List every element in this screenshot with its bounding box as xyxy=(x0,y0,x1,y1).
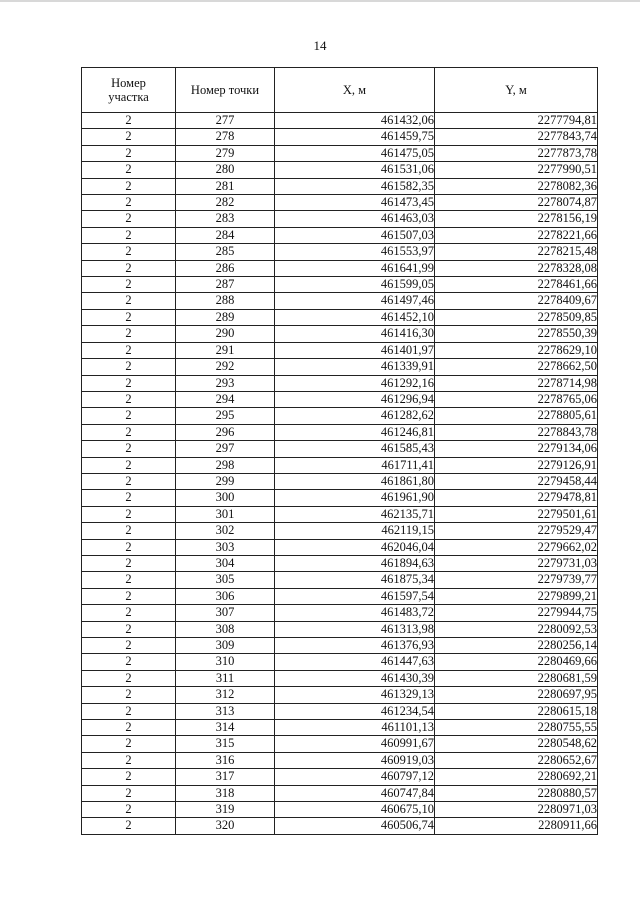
table-row xyxy=(82,769,598,785)
table-row xyxy=(82,736,598,752)
cell-y-coordinate: 2278662,50 xyxy=(435,359,598,375)
cell-point-number: 313 xyxy=(176,703,275,719)
cell-section-number: 2 xyxy=(82,769,176,785)
table-row xyxy=(82,539,598,555)
cell-y-coordinate: 2277990,51 xyxy=(435,162,598,178)
table-row xyxy=(82,638,598,654)
cell-point-number: 298 xyxy=(176,457,275,473)
table-row xyxy=(82,408,598,424)
cell-x-coordinate: 461483,72 xyxy=(275,605,435,621)
cell-y-coordinate: 2278843,78 xyxy=(435,424,598,440)
cell-x-coordinate: 461452,10 xyxy=(275,309,435,325)
table-row xyxy=(82,326,598,342)
cell-x-coordinate: 461292,16 xyxy=(275,375,435,391)
table-row xyxy=(82,260,598,276)
cell-section-number: 2 xyxy=(82,703,176,719)
cell-section-number: 2 xyxy=(82,720,176,736)
table-row xyxy=(82,113,598,129)
cell-y-coordinate: 2280971,03 xyxy=(435,802,598,818)
cell-x-coordinate: 461497,46 xyxy=(275,293,435,309)
cell-y-coordinate: 2277873,78 xyxy=(435,145,598,161)
table-row xyxy=(82,162,598,178)
cell-y-coordinate: 2280911,66 xyxy=(435,818,598,834)
cell-section-number: 2 xyxy=(82,227,176,243)
cell-y-coordinate: 2278550,39 xyxy=(435,326,598,342)
cell-point-number: 314 xyxy=(176,720,275,736)
cell-y-coordinate: 2279134,06 xyxy=(435,441,598,457)
cell-section-number: 2 xyxy=(82,375,176,391)
cell-point-number: 308 xyxy=(176,621,275,637)
cell-section-number: 2 xyxy=(82,293,176,309)
cell-y-coordinate: 2277843,74 xyxy=(435,129,598,145)
cell-section-number: 2 xyxy=(82,506,176,522)
cell-section-number: 2 xyxy=(82,244,176,260)
cell-section-number: 2 xyxy=(82,162,176,178)
cell-x-coordinate: 461599,05 xyxy=(275,277,435,293)
cell-section-number: 2 xyxy=(82,605,176,621)
cell-y-coordinate: 2280697,95 xyxy=(435,687,598,703)
cell-point-number: 315 xyxy=(176,736,275,752)
cell-point-number: 305 xyxy=(176,572,275,588)
cell-y-coordinate: 2278714,98 xyxy=(435,375,598,391)
cell-x-coordinate: 461430,39 xyxy=(275,670,435,686)
cell-point-number: 285 xyxy=(176,244,275,260)
table-row xyxy=(82,441,598,457)
table-row xyxy=(82,802,598,818)
cell-x-coordinate: 460506,74 xyxy=(275,818,435,834)
cell-point-number: 299 xyxy=(176,473,275,489)
cell-x-coordinate: 461531,06 xyxy=(275,162,435,178)
cell-point-number: 301 xyxy=(176,506,275,522)
table-row xyxy=(82,621,598,637)
cell-point-number: 291 xyxy=(176,342,275,358)
cell-x-coordinate: 461582,35 xyxy=(275,178,435,194)
cell-y-coordinate: 2279501,61 xyxy=(435,506,598,522)
cell-y-coordinate: 2278805,61 xyxy=(435,408,598,424)
cell-point-number: 316 xyxy=(176,752,275,768)
cell-point-number: 293 xyxy=(176,375,275,391)
table-row xyxy=(82,244,598,260)
cell-point-number: 283 xyxy=(176,211,275,227)
cell-y-coordinate: 2279458,44 xyxy=(435,473,598,489)
cell-point-number: 312 xyxy=(176,687,275,703)
cell-section-number: 2 xyxy=(82,539,176,555)
cell-section-number: 2 xyxy=(82,523,176,539)
cell-point-number: 284 xyxy=(176,227,275,243)
cell-section-number: 2 xyxy=(82,178,176,194)
table-row xyxy=(82,211,598,227)
cell-section-number: 2 xyxy=(82,785,176,801)
table-row xyxy=(82,720,598,736)
table-row xyxy=(82,473,598,489)
scan-edge xyxy=(0,0,640,2)
cell-x-coordinate: 461101,13 xyxy=(275,720,435,736)
table-row xyxy=(82,506,598,522)
table-body xyxy=(82,113,598,835)
cell-section-number: 2 xyxy=(82,621,176,637)
table-row xyxy=(82,457,598,473)
table-row xyxy=(82,572,598,588)
table-row xyxy=(82,424,598,440)
cell-section-number: 2 xyxy=(82,588,176,604)
cell-point-number: 282 xyxy=(176,195,275,211)
cell-section-number: 2 xyxy=(82,113,176,129)
cell-x-coordinate: 461459,75 xyxy=(275,129,435,145)
cell-y-coordinate: 2280681,59 xyxy=(435,670,598,686)
cell-section-number: 2 xyxy=(82,277,176,293)
cell-point-number: 292 xyxy=(176,359,275,375)
table-row xyxy=(82,309,598,325)
cell-point-number: 317 xyxy=(176,769,275,785)
cell-section-number: 2 xyxy=(82,129,176,145)
cell-x-coordinate: 461234,54 xyxy=(275,703,435,719)
cell-point-number: 280 xyxy=(176,162,275,178)
table-row xyxy=(82,145,598,161)
cell-x-coordinate: 461711,41 xyxy=(275,457,435,473)
cell-section-number: 2 xyxy=(82,195,176,211)
cell-section-number: 2 xyxy=(82,326,176,342)
table-row xyxy=(82,342,598,358)
table-row xyxy=(82,588,598,604)
cell-point-number: 288 xyxy=(176,293,275,309)
cell-point-number: 300 xyxy=(176,490,275,506)
table-row xyxy=(82,129,598,145)
cell-x-coordinate: 461553,97 xyxy=(275,244,435,260)
cell-x-coordinate: 461875,34 xyxy=(275,572,435,588)
cell-section-number: 2 xyxy=(82,391,176,407)
table-row xyxy=(82,391,598,407)
cell-x-coordinate: 461861,80 xyxy=(275,473,435,489)
cell-section-number: 2 xyxy=(82,572,176,588)
cell-x-coordinate: 462135,71 xyxy=(275,506,435,522)
cell-section-number: 2 xyxy=(82,802,176,818)
cell-y-coordinate: 2278409,67 xyxy=(435,293,598,309)
cell-point-number: 318 xyxy=(176,785,275,801)
cell-y-coordinate: 2278461,66 xyxy=(435,277,598,293)
table-row xyxy=(82,227,598,243)
cell-y-coordinate: 2280755,55 xyxy=(435,720,598,736)
cell-y-coordinate: 2280652,67 xyxy=(435,752,598,768)
cell-y-coordinate: 2278509,85 xyxy=(435,309,598,325)
cell-section-number: 2 xyxy=(82,555,176,571)
cell-section-number: 2 xyxy=(82,736,176,752)
cell-section-number: 2 xyxy=(82,457,176,473)
cell-section-number: 2 xyxy=(82,211,176,227)
cell-point-number: 286 xyxy=(176,260,275,276)
cell-section-number: 2 xyxy=(82,687,176,703)
table-row xyxy=(82,670,598,686)
table-row xyxy=(82,178,598,194)
cell-x-coordinate: 461296,94 xyxy=(275,391,435,407)
cell-section-number: 2 xyxy=(82,408,176,424)
cell-y-coordinate: 2279478,81 xyxy=(435,490,598,506)
cell-x-coordinate: 461894,63 xyxy=(275,555,435,571)
cell-point-number: 297 xyxy=(176,441,275,457)
cell-x-coordinate: 461961,90 xyxy=(275,490,435,506)
cell-x-coordinate: 461376,93 xyxy=(275,638,435,654)
cell-point-number: 303 xyxy=(176,539,275,555)
cell-y-coordinate: 2278215,48 xyxy=(435,244,598,260)
cell-section-number: 2 xyxy=(82,424,176,440)
cell-y-coordinate: 2278074,87 xyxy=(435,195,598,211)
cell-x-coordinate: 460747,84 xyxy=(275,785,435,801)
table-row xyxy=(82,523,598,539)
cell-point-number: 279 xyxy=(176,145,275,161)
cell-point-number: 306 xyxy=(176,588,275,604)
cell-x-coordinate: 461339,91 xyxy=(275,359,435,375)
cell-y-coordinate: 2279662,02 xyxy=(435,539,598,555)
cell-y-coordinate: 2280615,18 xyxy=(435,703,598,719)
cell-y-coordinate: 2279944,75 xyxy=(435,605,598,621)
cell-x-coordinate: 461313,98 xyxy=(275,621,435,637)
table-row xyxy=(82,752,598,768)
table-row xyxy=(82,375,598,391)
cell-x-coordinate: 461473,45 xyxy=(275,195,435,211)
cell-x-coordinate: 460675,10 xyxy=(275,802,435,818)
cell-y-coordinate: 2278328,08 xyxy=(435,260,598,276)
cell-point-number: 289 xyxy=(176,309,275,325)
cell-y-coordinate: 2278221,66 xyxy=(435,227,598,243)
cell-x-coordinate: 462046,04 xyxy=(275,539,435,555)
cell-y-coordinate: 2280256,14 xyxy=(435,638,598,654)
table-row xyxy=(82,654,598,670)
cell-y-coordinate: 2280092,53 xyxy=(435,621,598,637)
cell-x-coordinate: 461475,05 xyxy=(275,145,435,161)
cell-x-coordinate: 461416,30 xyxy=(275,326,435,342)
cell-x-coordinate: 461507,03 xyxy=(275,227,435,243)
cell-y-coordinate: 2280692,21 xyxy=(435,769,598,785)
table-row xyxy=(82,293,598,309)
cell-section-number: 2 xyxy=(82,654,176,670)
cell-x-coordinate: 461597,54 xyxy=(275,588,435,604)
cell-y-coordinate: 2279731,03 xyxy=(435,555,598,571)
page-number: 14 xyxy=(313,38,327,53)
cell-y-coordinate: 2277794,81 xyxy=(435,113,598,129)
cell-y-coordinate: 2278765,06 xyxy=(435,391,598,407)
cell-point-number: 294 xyxy=(176,391,275,407)
cell-point-number: 278 xyxy=(176,129,275,145)
cell-section-number: 2 xyxy=(82,260,176,276)
cell-x-coordinate: 460991,67 xyxy=(275,736,435,752)
table-row xyxy=(82,195,598,211)
cell-section-number: 2 xyxy=(82,490,176,506)
cell-y-coordinate: 2279739,77 xyxy=(435,572,598,588)
cell-y-coordinate: 2279899,21 xyxy=(435,588,598,604)
table-row xyxy=(82,359,598,375)
cell-point-number: 320 xyxy=(176,818,275,834)
coordinates-table xyxy=(81,67,598,835)
cell-point-number: 281 xyxy=(176,178,275,194)
cell-x-coordinate: 461463,03 xyxy=(275,211,435,227)
table-row xyxy=(82,818,598,834)
header-point-number: Номер точки xyxy=(176,68,275,113)
cell-x-coordinate: 460919,03 xyxy=(275,752,435,768)
cell-section-number: 2 xyxy=(82,638,176,654)
header-y-coordinate: Y, м xyxy=(435,68,598,113)
cell-y-coordinate: 2280880,57 xyxy=(435,785,598,801)
cell-y-coordinate: 2278629,10 xyxy=(435,342,598,358)
cell-section-number: 2 xyxy=(82,670,176,686)
table-row xyxy=(82,490,598,506)
cell-x-coordinate: 461432,06 xyxy=(275,113,435,129)
cell-section-number: 2 xyxy=(82,473,176,489)
cell-x-coordinate: 461641,99 xyxy=(275,260,435,276)
cell-point-number: 290 xyxy=(176,326,275,342)
cell-x-coordinate: 460797,12 xyxy=(275,769,435,785)
cell-x-coordinate: 461447,63 xyxy=(275,654,435,670)
cell-section-number: 2 xyxy=(82,818,176,834)
table-row xyxy=(82,703,598,719)
cell-x-coordinate: 461585,43 xyxy=(275,441,435,457)
table-row xyxy=(82,605,598,621)
cell-y-coordinate: 2280469,66 xyxy=(435,654,598,670)
cell-section-number: 2 xyxy=(82,359,176,375)
cell-point-number: 304 xyxy=(176,555,275,571)
cell-x-coordinate: 461401,97 xyxy=(275,342,435,358)
cell-y-coordinate: 2280548,62 xyxy=(435,736,598,752)
cell-y-coordinate: 2279529,47 xyxy=(435,523,598,539)
cell-x-coordinate: 461282,62 xyxy=(275,408,435,424)
header-section-number: Номер участка xyxy=(82,68,176,113)
cell-point-number: 295 xyxy=(176,408,275,424)
cell-section-number: 2 xyxy=(82,441,176,457)
cell-point-number: 319 xyxy=(176,802,275,818)
cell-point-number: 296 xyxy=(176,424,275,440)
header-x-coordinate: X, м xyxy=(275,68,435,113)
table-row xyxy=(82,785,598,801)
cell-point-number: 307 xyxy=(176,605,275,621)
cell-section-number: 2 xyxy=(82,752,176,768)
cell-point-number: 287 xyxy=(176,277,275,293)
cell-section-number: 2 xyxy=(82,145,176,161)
cell-section-number: 2 xyxy=(82,342,176,358)
table-row xyxy=(82,277,598,293)
cell-point-number: 311 xyxy=(176,670,275,686)
cell-x-coordinate: 461246,81 xyxy=(275,424,435,440)
cell-point-number: 277 xyxy=(176,113,275,129)
cell-y-coordinate: 2278082,36 xyxy=(435,178,598,194)
cell-point-number: 310 xyxy=(176,654,275,670)
cell-x-coordinate: 462119,15 xyxy=(275,523,435,539)
table-header-row xyxy=(82,68,598,113)
table-row xyxy=(82,555,598,571)
cell-x-coordinate: 461329,13 xyxy=(275,687,435,703)
cell-point-number: 302 xyxy=(176,523,275,539)
cell-y-coordinate: 2279126,91 xyxy=(435,457,598,473)
cell-y-coordinate: 2278156,19 xyxy=(435,211,598,227)
cell-point-number: 309 xyxy=(176,638,275,654)
table-row xyxy=(82,687,598,703)
cell-section-number: 2 xyxy=(82,309,176,325)
